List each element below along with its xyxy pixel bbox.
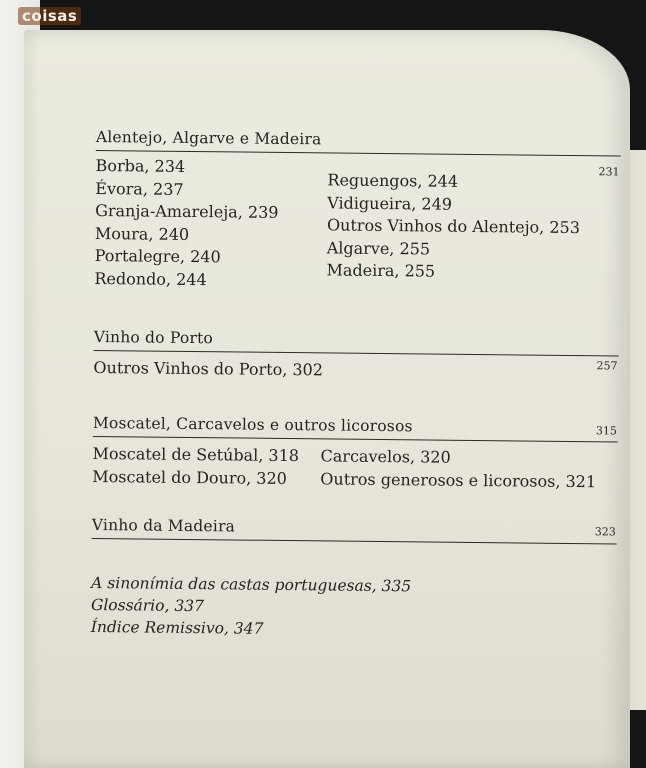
toc-entry: Outros Vinhos do Alentejo, 253 (326, 215, 581, 238)
toc-entry: Algarve, 255 (326, 237, 431, 259)
section-page-number: 315 (595, 424, 617, 438)
toc-appendix-entry: Índice Remissivo, 347 (90, 617, 264, 638)
section-title: Moscatel, Carcavelos e outros licorosos (92, 413, 413, 436)
toc-entry: Carcavelos, 320 (320, 446, 451, 467)
section-title: Vinho da Madeira (91, 515, 236, 536)
watermark-logo: coisas (18, 7, 81, 25)
table-of-contents (91, 128, 626, 644)
toc-entry: Borba, 234 (95, 155, 186, 176)
toc-section-moscatel (92, 414, 623, 522)
section-page-number: 231 (598, 165, 620, 179)
toc-entry: Vidigueira, 249 (327, 192, 453, 214)
toc-entry: Redondo, 244 (94, 268, 207, 289)
toc-appendix-entry: A sinonímia das castas portuguesas, 335 (91, 573, 412, 596)
section-title: Alentejo, Algarve e Madeira (95, 128, 322, 149)
toc-entry: Madeira, 255 (326, 260, 436, 281)
toc-section-madeira (91, 516, 622, 578)
section-page-number: 257 (596, 359, 618, 373)
toc-appendix (91, 572, 622, 644)
toc-entry: Granja-Amareleja, 239 (95, 200, 279, 222)
section-title: Vinho do Porto (93, 327, 214, 348)
toc-entry: Moura, 240 (94, 223, 190, 244)
toc-entry: Moscatel do Douro, 320 (92, 466, 287, 488)
toc-entry: Outros generosos e licorosos, 321 (320, 468, 597, 491)
section-page-number: 323 (594, 525, 616, 539)
toc-entry: Outros Vinhos do Porto, 302 (93, 357, 324, 380)
toc-entry: Portalegre, 240 (94, 245, 221, 267)
toc-appendix-entry: Glossário, 337 (90, 595, 205, 616)
toc-section-porto (93, 328, 624, 420)
toc-entry: Évora, 237 (95, 178, 184, 199)
toc-section-alentejo (94, 128, 626, 334)
toc-entry: Moscatel de Setúbal, 318 (92, 443, 300, 466)
toc-entry: Reguengos, 244 (327, 170, 459, 191)
